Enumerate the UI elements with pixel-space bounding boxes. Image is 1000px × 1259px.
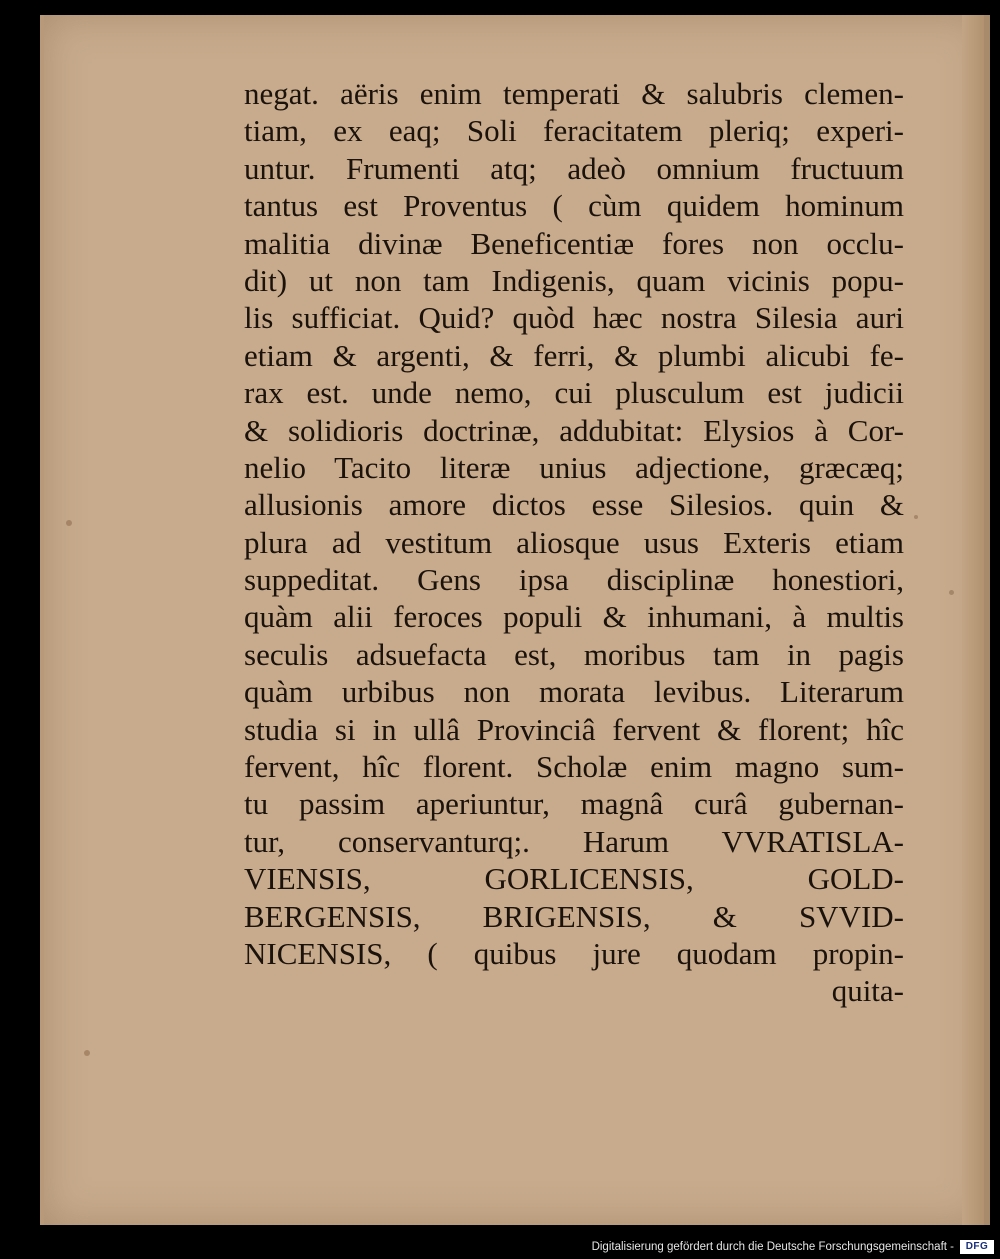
text-line: VIENSIS, GORLICENSIS, GOLD-	[244, 861, 904, 897]
text-line: quàm urbibus non morata levibus. Literarum	[244, 674, 904, 710]
funding-credit: Digitalisierung gefördert durch die Deutsche Forschungsgemeinschaft -	[591, 1241, 954, 1253]
text-line: dit) ut non tam Indigenis, quam vicinis popu-	[244, 262, 904, 298]
text-line: seculis adsuefacta est, moribus tam in pagis	[244, 636, 904, 672]
text-line: rax est. unde nemo, cui plusculum est judicii	[244, 375, 904, 411]
page-edge	[962, 15, 984, 1225]
text-line: tur, conservanturq;. Harum VVRATISLA-	[244, 823, 904, 859]
text-line: etiam & argenti, & ferri, & plumbi alicubi fe-	[244, 337, 904, 373]
text-line: plura ad vestitum aliosque usus Exteris etiam	[244, 524, 904, 560]
text-line: BERGENSIS, BRIGENSIS, & SVVID-	[244, 898, 904, 934]
text-line: studia si in ullâ Provinciâ fervent & florent; hîc	[244, 711, 904, 747]
dfg-logo: DFG	[960, 1240, 994, 1254]
text-line: NICENSIS, ( quibus jure quodam propin-	[244, 935, 904, 971]
foxing-spot	[949, 590, 954, 595]
catchword: quita-	[831, 973, 904, 1009]
text-line: fervent, hîc florent. Scholæ enim magno sum-	[244, 749, 904, 785]
book-page	[40, 15, 990, 1225]
text-line: quàm alii feroces populi & inhumani, à multis	[244, 599, 904, 635]
text-line: suppeditat. Gens ipsa disciplinæ honestiori,	[244, 562, 904, 598]
footer-bar	[0, 1225, 1000, 1259]
text-line: negat. aëris enim temperati & salubris clemen-	[244, 76, 904, 111]
foxing-spot	[84, 1050, 90, 1056]
text-line: allusionis amore dictos esse Silesios. quin &	[244, 487, 904, 523]
text-line: malitia divinæ Beneficentiæ fores non occlu-	[244, 225, 904, 261]
text-line: tu passim aperiuntur, magnâ curâ gubernan-	[244, 786, 904, 822]
body-text	[244, 75, 904, 1010]
text-line: lis sufficiat. Quid? quòd hæc nostra Silesia auri	[244, 300, 904, 336]
text-line: tantus est Proventus ( cùm quidem hominum	[244, 188, 904, 224]
text-line: untur. Frumenti atq; adeò omnium fructuum	[244, 150, 904, 186]
foxing-spot	[66, 520, 72, 526]
text-line: tiam, ex eaq; Soli feracitatem pleriq; experi-	[244, 113, 904, 149]
foxing-spot	[914, 515, 918, 519]
text-line: nelio Tacito literæ unius adjectione, græcæq;	[244, 449, 904, 485]
text-line: & solidioris doctrinæ, addubitat: Elysios à Cor-	[244, 412, 904, 448]
